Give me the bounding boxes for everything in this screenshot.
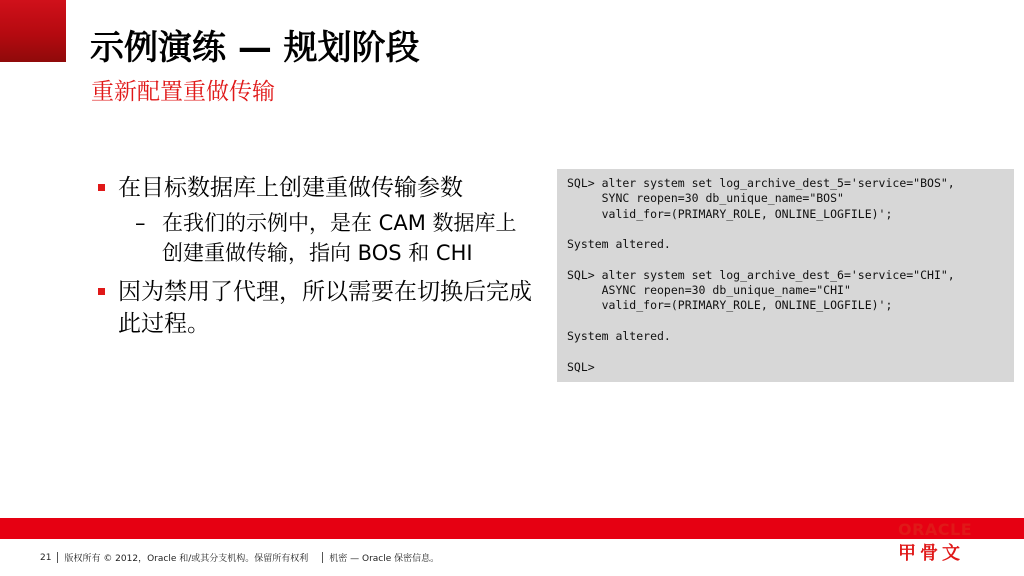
slide-title: 示例演练 — 规划阶段 — [90, 28, 420, 68]
code-line: SQL> alter system set log_archive_dest_6='service="CHI", — [567, 267, 955, 282]
bullet-square-icon — [98, 288, 105, 295]
code-line: System altered. — [567, 237, 671, 252]
bullet-square-icon — [98, 184, 105, 191]
oracle-cn-logo: 甲骨文 — [898, 543, 964, 564]
code-line: ASYNC reopen=30 db_unique_name="CHI" — [567, 283, 851, 298]
slide-subtitle: 重新配置重做传输 — [91, 79, 275, 105]
sub-bullet-item — [118, 208, 522, 268]
code-line — [567, 252, 1004, 267]
dash-icon: – — [135, 211, 146, 235]
sql-code-block — [557, 169, 1014, 382]
code-line: SQL> — [567, 359, 595, 374]
footer-red-bar — [0, 518, 1024, 539]
footer — [40, 551, 439, 564]
bullet-list — [98, 172, 548, 340]
code-line: System altered. — [567, 328, 671, 343]
code-line — [567, 344, 1004, 359]
code-line — [567, 222, 1004, 237]
bullet-item — [98, 172, 548, 204]
bullet-item — [98, 276, 548, 340]
code-line: valid_for=(PRIMARY_ROLE, ONLINE_LOGFILE)'; — [567, 206, 893, 221]
footer-divider — [57, 552, 58, 563]
bullet-text: 在目标数据库上创建重做传输参数 — [118, 175, 463, 201]
footer-divider — [322, 552, 323, 563]
corner-red-block — [0, 0, 66, 62]
page-number: 21 — [40, 552, 52, 563]
copyright-text: 版权所有 © 2012，Oracle 和/或其分支机构。保留所有权利 — [64, 554, 309, 564]
code-line: SQL> alter system set log_archive_dest_5='service="BOS", — [567, 176, 955, 190]
oracle-logo: ORACLE — [898, 520, 973, 539]
code-line: valid_for=(PRIMARY_ROLE, ONLINE_LOGFILE)'; — [567, 298, 893, 313]
code-line: SYNC reopen=30 db_unique_name="BOS" — [567, 191, 844, 206]
sub-bullet-text: 在我们的示例中，是在 CAM 数据库上创建重做传输，指向 BOS 和 CHI — [162, 211, 517, 265]
code-line — [567, 314, 1004, 329]
bullet-text: 因为禁用了代理，所以需要在切换后完成此过程。 — [118, 279, 532, 337]
confidential-text: 机密 — Oracle 保密信息。 — [329, 554, 440, 564]
